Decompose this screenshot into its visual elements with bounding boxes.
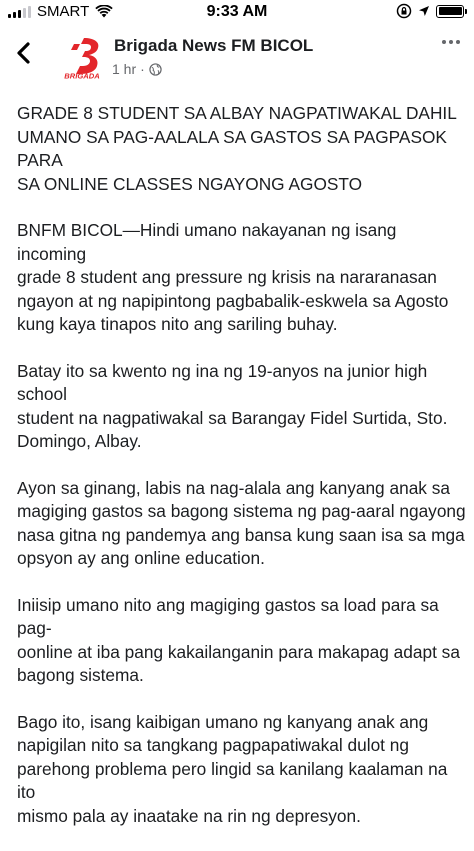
post-header	[0, 26, 474, 84]
back-button[interactable]	[10, 38, 38, 68]
carrier-name: SMART	[37, 3, 90, 20]
globe-icon	[149, 63, 162, 76]
page-avatar[interactable]	[60, 36, 104, 80]
post-paragraph: BNFM BICOL—Hindi umano nakayanan ng isang incoming grade 8 student ang pressure ng krisis na nararanasan ngayon at ng napipintong pagbabalik-eskwela sa Agosto kung kaya tinapos nito ang sariling buhay.	[17, 220, 449, 334]
meta-separator: ·	[140, 61, 145, 77]
status-bar	[0, 0, 474, 26]
post-body	[17, 102, 467, 851]
post-headline: GRADE 8 STUDENT SA ALBAY NAGPATIWAKAL DAHIL UMANO SA PAG-AALALA SA GASTOS SA PAGPASOK PARA SA ONLINE CLASSES NGAYONG AGOSTO	[17, 103, 457, 194]
battery-icon	[436, 5, 464, 18]
logo-text: BRIGADA	[64, 71, 100, 80]
status-right	[396, 3, 464, 19]
post-meta	[112, 61, 162, 77]
post-paragraph: Bago ito, isang kaibigan umano ng kanyang anak ang napigilan nito sa tangkang pagpapatiwakal dulot ng parehong problema pero lingid sa kanilang kaalaman na ito mismo pala ay inaatake na rin ng depresyon.	[17, 711, 448, 826]
more-horizontal-icon	[442, 40, 446, 44]
location-arrow-icon	[418, 5, 430, 17]
status-time: 9:33 AM	[206, 3, 268, 20]
orientation-lock-icon	[396, 3, 412, 19]
brigada-logo-icon	[71, 38, 98, 74]
more-options-button[interactable]	[442, 40, 460, 44]
post-paragraph: Ayon sa ginang, labis na nag-alala ang kanyang anak sa magiging gastos sa bagong sistema ng pag-aaral ngayong nasa gitna ng pandemya ang bansa kung saan isa sa mga opsyon ay ang online education.	[17, 477, 466, 568]
post-paragraph: Batay ito sa kwento ng ina ng 19-anyos na junior high school student na nagpatiwakal sa Barangay Fidel Surtida, Sto. Domingo, Albay.	[17, 360, 448, 451]
post-paragraph: Iniisip umano nito ang magiging gastos sa load para sa pag- oonline at iba pang kakailanganin para makapag adapt sa bagong sistema.	[17, 594, 460, 685]
post-time[interactable]: 1 hr	[112, 61, 137, 77]
page-name[interactable]: Brigada News FM BICOL	[114, 36, 314, 55]
